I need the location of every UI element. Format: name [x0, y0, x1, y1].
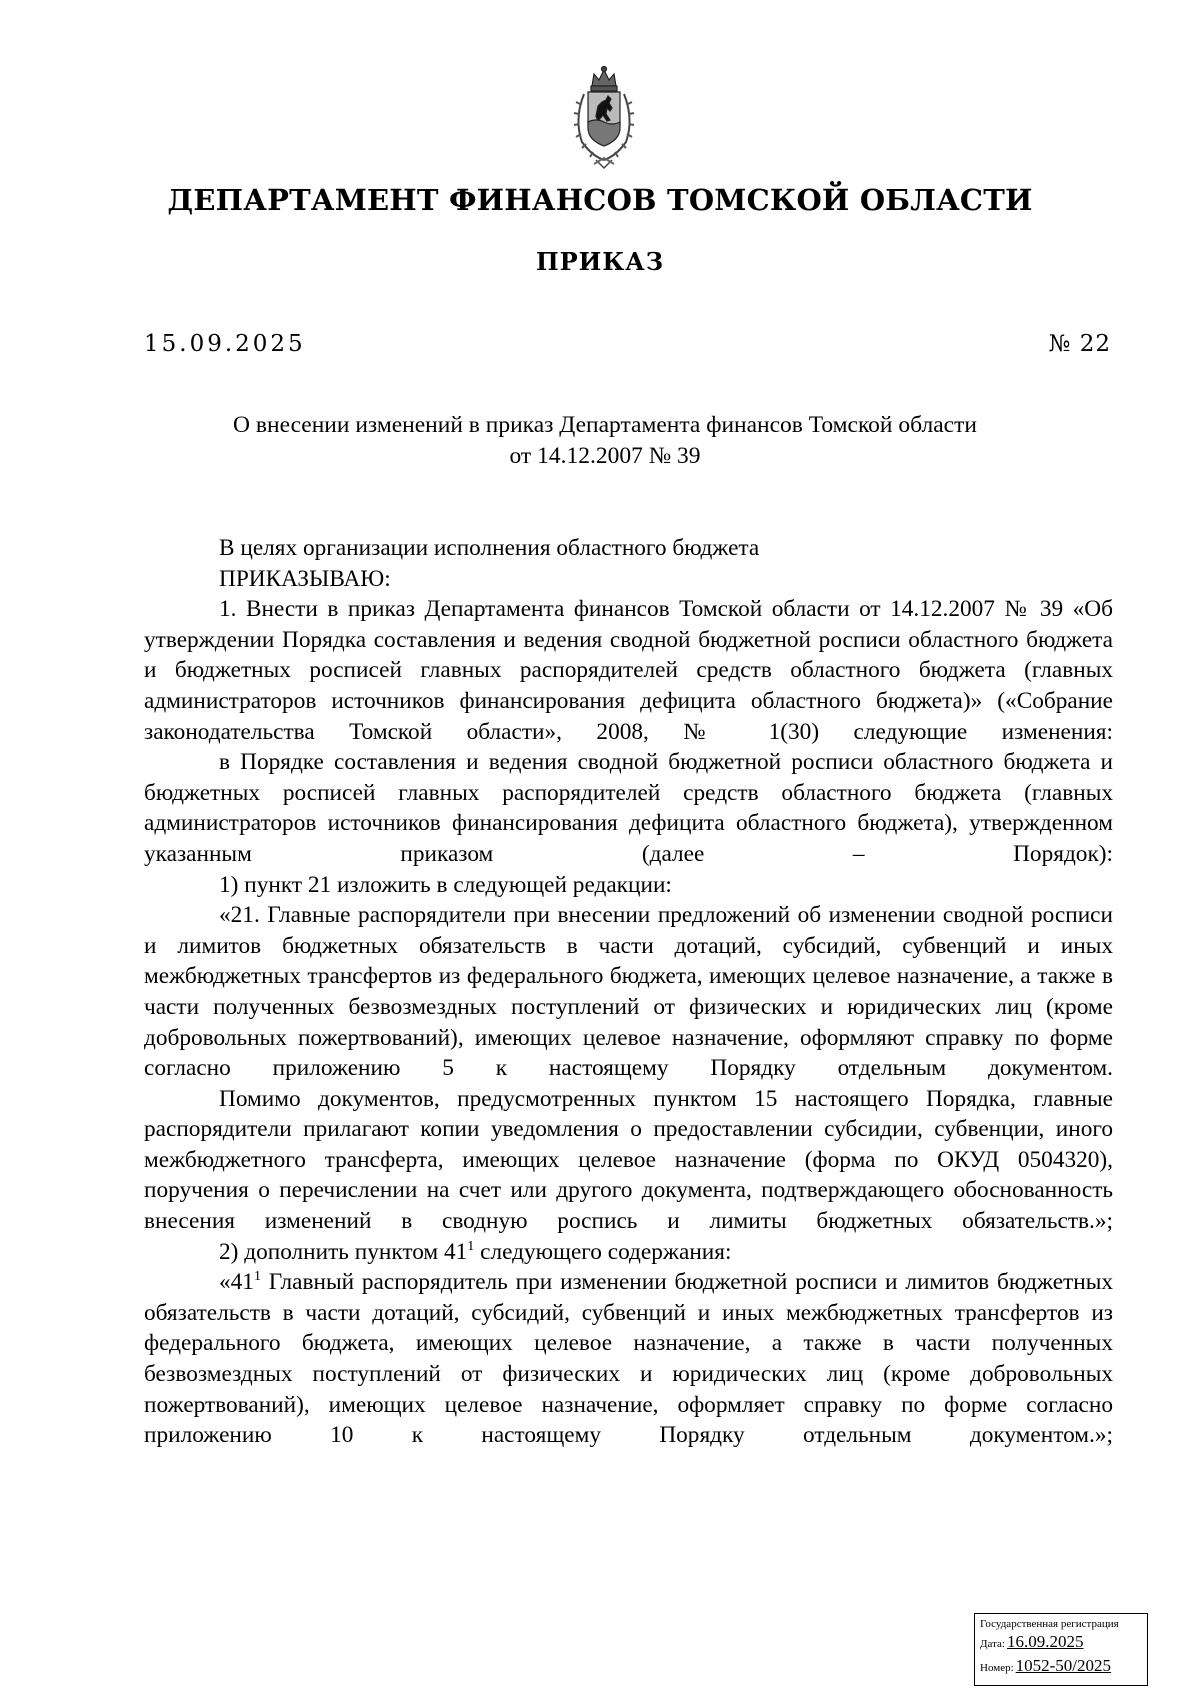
paragraph-clause-21: «21. Главные распорядители при внесении предложений об изменении сводной росписи и лимитов бюджетных обязательств в части дотаций, субсидий, субвенций и иных межбюджетных трансфертов из федерального бюджета, имеющих целевое назначение, а также в части полученных безвозмездных поступлений от физических и юридических лиц (кроме добровольных пожертвований), имеющих целевое назначение, оформляют справку по форме согласно приложению 5 к настоящему Порядку отдельным документом.	[144, 902, 1113, 1082]
order-body	[144, 533, 1113, 1451]
order-date: 15.09.2025	[144, 331, 306, 357]
registration-date-value: 16.09.2025	[1006, 1632, 1084, 1651]
document-type: ПРИКАЗ	[535, 247, 665, 276]
registration-stamp	[974, 1613, 1148, 1686]
order-subject	[160, 410, 1050, 472]
order-number: № 22	[1048, 331, 1111, 357]
paragraph-order-word: ПРИКАЗЫВАЮ:	[219, 565, 391, 592]
superscript: 1	[253, 1269, 261, 1285]
registration-date-row	[980, 1631, 1142, 1655]
paragraph-subitem-1: 1) пункт 21 изложить в следующей редакции:	[219, 871, 672, 898]
subject-line-2: от 14.12.2007 № 39	[509, 443, 701, 469]
tomsk-oblast-coat-of-arms-icon	[568, 64, 640, 172]
superscript: 1	[467, 1238, 475, 1254]
registration-number-row	[980, 1655, 1142, 1679]
registration-date-label: Дата:	[980, 1638, 1005, 1650]
registration-number-label: Номер:	[980, 1662, 1014, 1674]
paragraph-attachments: Помимо документов, предусмотренных пунктом 15 настоящего Порядка, главные распорядители прилагают копии уведомления о предоставлении субсидии, субвенции, иного межбюджетного трансферта, имеющих целевое назначение (форма по ОКУД 0504320), поручения о перечислении на счет или другого документа, подтверждающего обоснованность внесения изменений в сводную роспись и лимиты бюджетных обязательств.»;	[144, 1085, 1113, 1235]
subject-line-1: О внесении изменений в приказ Департамента финансов Томской области	[233, 412, 977, 438]
paragraph-item-1: 1. Внести в приказ Департамента финансов Томской области от 14.12.2007 № 39 «Об утверждении Порядка составления и ведения сводной бюджетной росписи областного бюджета и бюджетных росписей главных распорядителей средств областного бюджета (главных администраторов источников финансирования дефицита областного бюджета)» («Собрание законодательства Томской области», 2008, № 1(30) следующие изменения:	[144, 596, 1113, 745]
registration-title: Государственная регистрация	[980, 1618, 1119, 1630]
paragraph-purpose: В целях организации исполнения областного бюджета	[219, 535, 760, 561]
registration-number-value: 1052-50/2025	[1015, 1656, 1112, 1675]
paragraph-subitem-2	[144, 1237, 1113, 1268]
clause-41-text: Главный распорядитель при изменении бюджетной росписи и лимитов бюджетных обязательств в части дотаций, субсидий, субвенций и иных межбюджетных трансфертов из федерального бюджета, имеющих целевое назначение, а также в части полученных безвозмездных поступлений от физических и юридических лиц (кроме добровольных пожертвований), имеющих целевое назначение, оформляет справку по форме согласно приложению 10 к настоящему Порядку отдельным документом.»;	[144, 1269, 1113, 1449]
subitem-2-text-end: следующего содержания:	[474, 1238, 732, 1265]
subitem-2-text: 2) дополнить пунктом 41	[219, 1238, 468, 1265]
paragraph-procedure: в Порядке составления и ведения сводной бюджетной росписи областного бюджета и бюджетных росписей главных распорядителей средств областного бюджета (главных администраторов источников финансирования дефицита областного бюджета), утвержденном указанным приказом (далее – Порядок):	[144, 749, 1113, 867]
clause-41-number: «41	[219, 1269, 254, 1296]
paragraph-clause-41-1	[144, 1267, 1113, 1451]
agency-name: ДЕПАРТАМЕНТ ФИНАНСОВ ТОМСКОЙ ОБЛАСТИ	[167, 183, 1033, 217]
